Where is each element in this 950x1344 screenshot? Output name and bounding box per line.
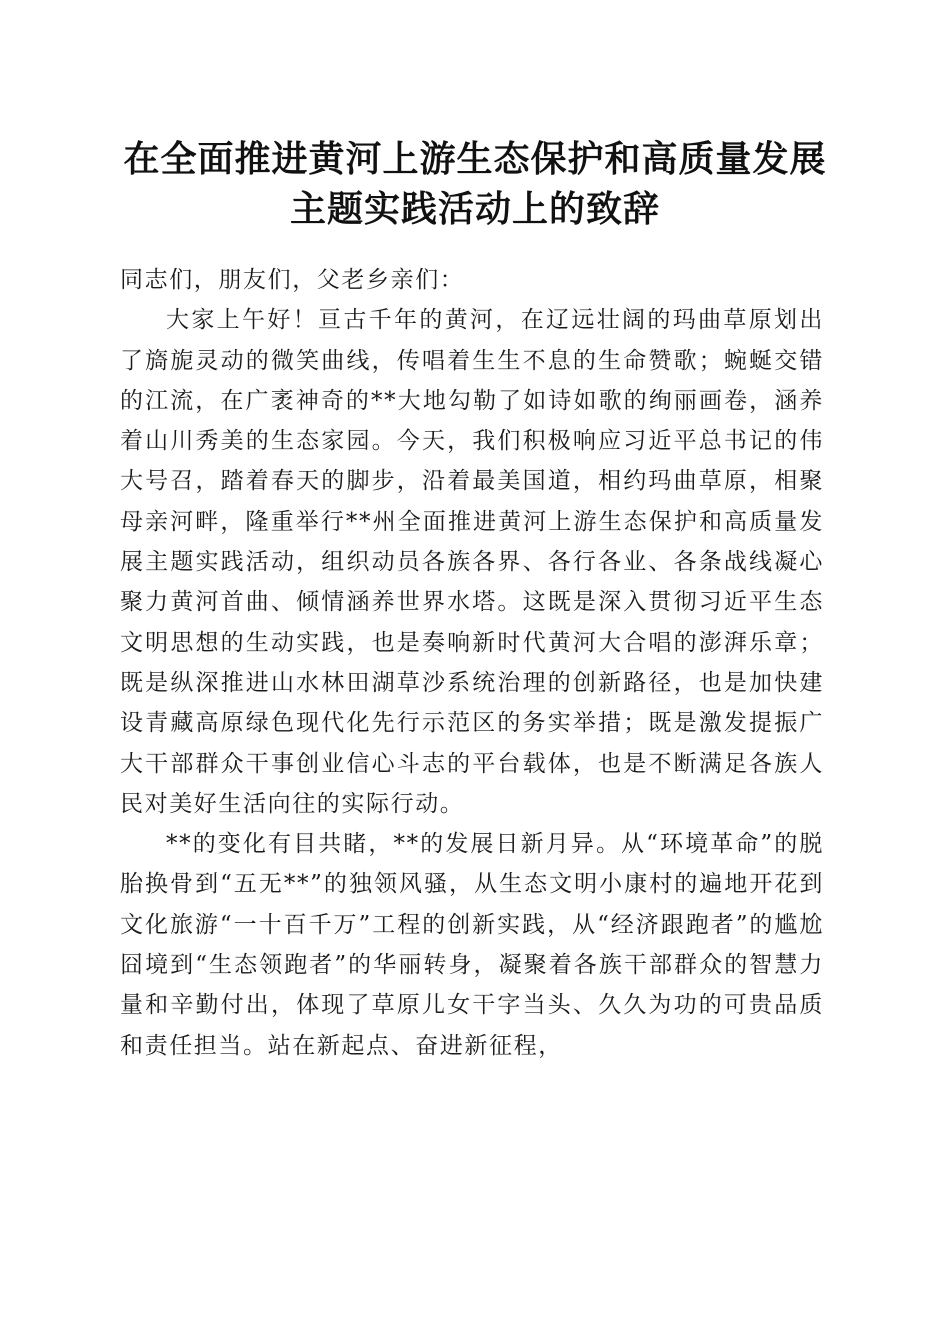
document-body bbox=[120, 260, 824, 1066]
document-title: 在全面推进黄河上游生态保护和高质量发展主题实践活动上的致辞 bbox=[123, 138, 827, 230]
paragraph-1: 大家上午好！亘古千年的黄河，在辽远壮阔的玛曲草原划出了旖旎灵动的微笑曲线，传唱着生生不息的生命赞歌；蜿蜒交错的江流，在广袤神奇的**大地勾勒了如诗如歌的绚丽画卷，涵养着山川秀美的生态家园。今天，我们积极响应习近平总书记的伟大号召，踏着春天的脚步，沿着最美国道，相约玛曲草原，相聚母亲河畔，隆重举行**州全面推进黄河上游生态保护和高质量发展主题实践活动，组织动员各族各界、各行各业、各条战线凝心聚力黄河首曲、倾情涵养世界水塔。这既是深入贯彻习近平生态文明思想的生动实践，也是奏响新时代黄河大合唱的澎湃乐章；既是纵深推进山水林田湖草沙系统治理的创新路径，也是加快建设青藏高原绿色现代化先行示范区的务实举措；既是激发提振广大干部群众干事创业信心斗志的平台载体，也是不断满足各族人民对美好生活向往的实际行动。 bbox=[120, 307, 824, 817]
paragraph-2: **的变化有目共睹，**的发展日新月异。从“环境革命”的脱胎换骨到“五无**”的独领风骚，从生态文明小康村的遍地开花到文化旅游“一十百千万”工程的创新实践，从“经济跟跑者”的尴尬囧境到“生态领跑者”的华丽转身，凝聚着各族干部群众的智慧力量和辛勤付出，体现了草原儿女干字当头、久久为功的可贵品质和责任担当。站在新起点、奋进新征程， bbox=[120, 831, 824, 1059]
salutation: 同志们，朋友们，父老乡亲们： bbox=[120, 267, 465, 293]
